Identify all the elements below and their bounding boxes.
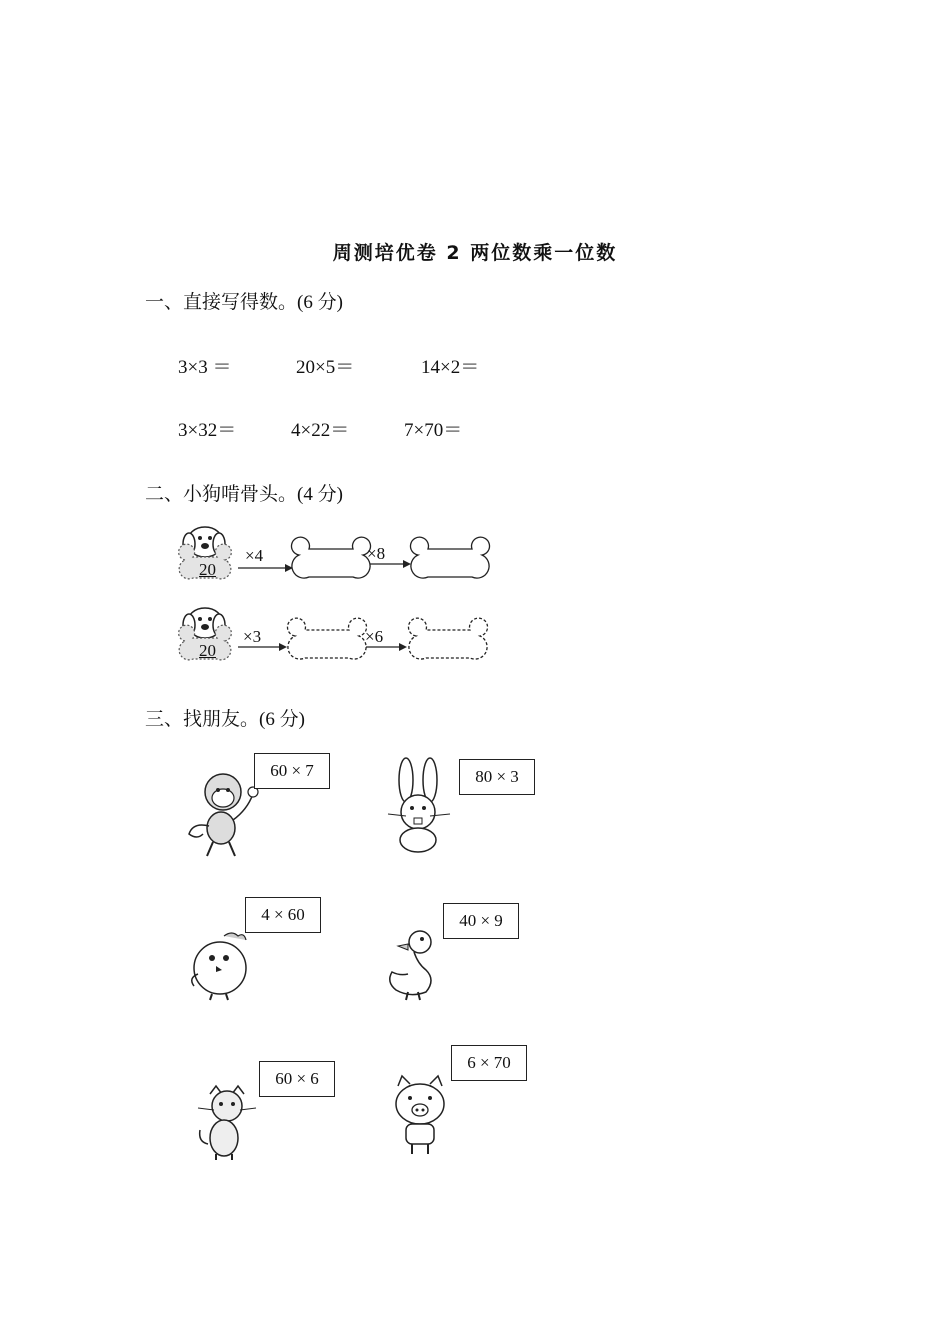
section-2-points: (4 分) (297, 484, 343, 505)
section-3-heading (145, 704, 305, 731)
expression-card-3[interactable]: 4 × 60 (245, 897, 321, 933)
section-3-title: 三、找朋友。 (145, 708, 260, 730)
answer-bone-2 (408, 618, 487, 659)
multiplier-2: ×8 (367, 544, 386, 563)
section-1-heading (145, 287, 343, 314)
expression-card-4[interactable]: 40 × 9 (443, 903, 519, 939)
expression-card-6[interactable]: 6 × 70 (451, 1045, 527, 1081)
multiplier-1: ×3 (243, 627, 262, 646)
answer-bone-1 (291, 537, 370, 578)
answer-bone-1 (287, 618, 366, 659)
chick-icon (186, 930, 258, 1002)
bone-chain-graphic (175, 522, 485, 590)
bone-chain-graphic (175, 603, 485, 671)
start-value: 20 (199, 560, 216, 579)
page-title: 周测培优卷 2 两位数乘一位数 (332, 242, 618, 264)
section-1-points: (6 分) (297, 292, 343, 313)
problem-5[interactable]: 4×22＝ (291, 420, 350, 441)
answer-bone-2 (410, 537, 489, 578)
bone-chain-row-1 (175, 522, 485, 590)
section-2-heading (145, 479, 343, 506)
section-3-points: (6 分) (259, 709, 305, 730)
pig-icon (388, 1074, 452, 1156)
start-value: 20 (199, 641, 216, 660)
expression-card-1[interactable]: 60 × 7 (254, 753, 330, 789)
problem-6[interactable]: 7×70＝ (404, 420, 463, 441)
rabbit-icon (384, 758, 454, 856)
expression-card-5[interactable]: 60 × 6 (259, 1061, 335, 1097)
section-2-title: 二、小狗啃骨头。 (145, 483, 298, 505)
multiplier-2: ×6 (365, 627, 384, 646)
duck-icon (386, 924, 446, 1002)
problem-2[interactable]: 20×5＝ (296, 357, 355, 378)
multiplier-1: ×4 (245, 546, 264, 565)
problem-4[interactable]: 3×32＝ (178, 420, 237, 441)
bone-chain-row-2 (175, 603, 485, 671)
cat-icon (194, 1084, 260, 1162)
section-1-title: 一、直接写得数。 (145, 291, 298, 313)
problem-1[interactable]: 3×3 ＝ (178, 357, 232, 378)
problem-3[interactable]: 14×2＝ (421, 357, 480, 378)
expression-card-2[interactable]: 80 × 3 (459, 759, 535, 795)
monkey-icon (183, 770, 263, 860)
